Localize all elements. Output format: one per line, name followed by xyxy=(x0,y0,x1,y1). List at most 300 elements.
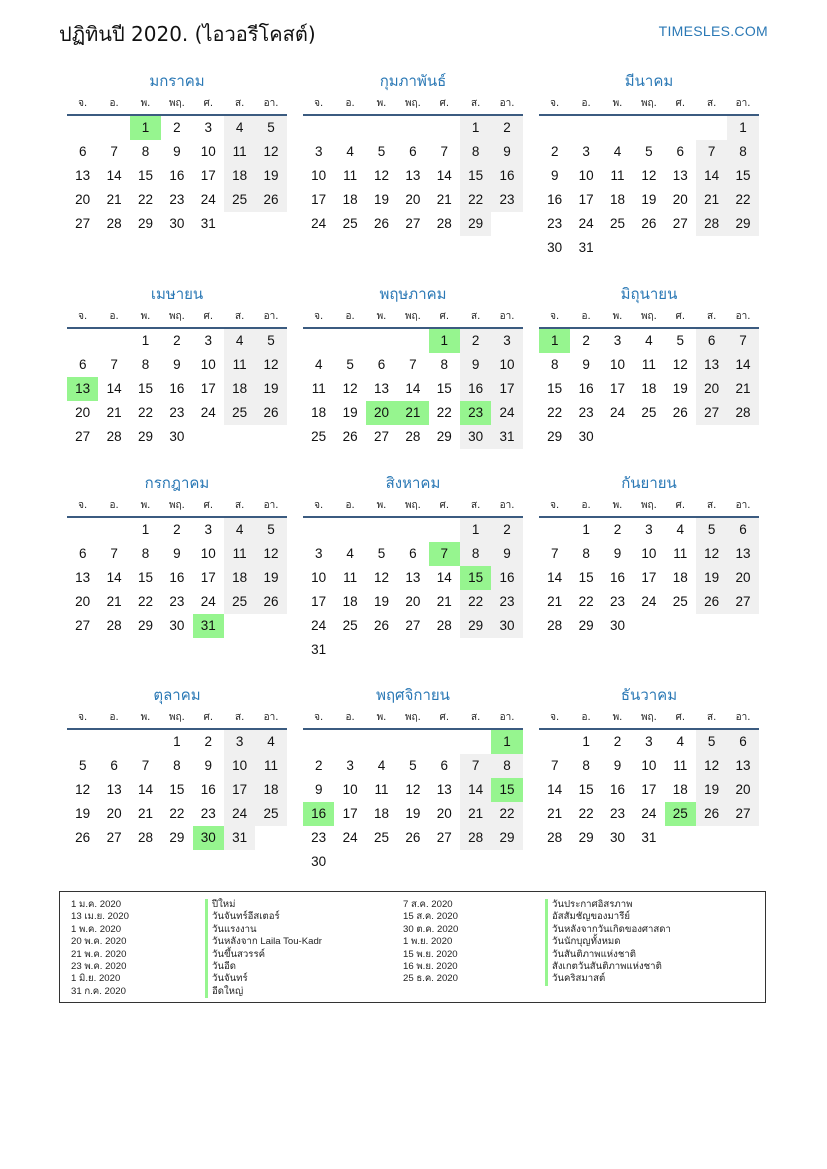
day-cell: 11 xyxy=(610,168,625,183)
legend-holiday-name: วันขึ้นสวรรค์ xyxy=(205,949,322,961)
day-cell: 19 xyxy=(255,377,286,401)
day-cell: 27 xyxy=(672,216,688,231)
day-cell: 12 xyxy=(75,782,91,797)
day-cell: 3 xyxy=(645,734,653,749)
day-cell: 6 xyxy=(78,144,87,159)
day-cell: 30 xyxy=(491,614,522,638)
weekday-header xyxy=(539,96,759,116)
weekday-label: จ. xyxy=(314,311,324,322)
day-cell: 11 xyxy=(224,542,255,566)
day-cell: 5 xyxy=(377,546,386,561)
weekday-label: อ. xyxy=(109,500,119,511)
empty-day-cell xyxy=(303,116,334,140)
day-cell: 6 xyxy=(110,758,118,773)
weekday-header xyxy=(303,498,523,518)
holiday-day-cell: 21 xyxy=(397,401,428,425)
weekday-label: จ. xyxy=(550,500,560,511)
day-cell: 22 xyxy=(460,590,491,614)
day-cell: 17 xyxy=(224,778,255,802)
day-cell: 9 xyxy=(314,782,323,797)
day-cell: 31 xyxy=(641,830,657,845)
day-cell: 12 xyxy=(373,570,389,585)
weekday-header xyxy=(67,710,287,730)
day-cell: 9 xyxy=(460,353,491,377)
day-cell: 21 xyxy=(547,806,563,821)
day-cell: 22 xyxy=(460,188,491,212)
day-cell: 27 xyxy=(373,429,389,444)
day-cell: 2 xyxy=(613,522,622,537)
weekday-label: จ. xyxy=(78,500,88,511)
day-cell: 24 xyxy=(342,830,358,845)
weekday-label: อา. xyxy=(499,311,515,322)
day-cell: 12 xyxy=(696,542,727,566)
day-cell: 29 xyxy=(137,429,153,444)
day-cell: 5 xyxy=(346,357,354,372)
day-cell: 16 xyxy=(169,168,185,183)
legend-date: 1 มิ.ย. 2020 xyxy=(71,973,121,985)
weekday-label: อ. xyxy=(109,98,119,109)
day-cell: 3 xyxy=(314,546,323,561)
day-cell: 28 xyxy=(405,429,421,444)
day-cell: 21 xyxy=(106,594,122,609)
legend-date: 20 พ.ค. 2020 xyxy=(71,936,127,948)
weekday-label: พ. xyxy=(140,500,151,511)
weekday-label: พฤ. xyxy=(168,500,185,511)
day-cell: 9 xyxy=(550,168,559,183)
weekday-label: ส. xyxy=(235,500,245,511)
weekday-header xyxy=(67,498,287,518)
day-cell: 28 xyxy=(460,826,491,850)
day-cell: 2 xyxy=(550,144,559,159)
month-calendar xyxy=(303,70,523,236)
day-cell: 19 xyxy=(255,566,286,590)
day-grid xyxy=(67,116,287,236)
weekday-label: ศ. xyxy=(675,500,686,511)
day-cell: 1 xyxy=(727,116,758,140)
legend-date: 30 ต.ค. 2020 xyxy=(403,923,459,935)
day-cell: 16 xyxy=(169,381,185,396)
day-cell: 25 xyxy=(311,429,327,444)
legend-date: 13 เม.ย. 2020 xyxy=(71,911,129,923)
weekday-header xyxy=(67,96,287,116)
legend-holiday-name: วันหลังจากวันเกิดของศาสดา xyxy=(545,924,671,936)
day-cell: 7 xyxy=(110,357,118,372)
brand-logo-text[interactable]: TIMESLES.COM xyxy=(658,23,768,39)
month-name: กันยายน xyxy=(621,474,677,492)
day-cell: 13 xyxy=(373,381,389,396)
day-cell: 30 xyxy=(609,618,625,633)
day-cell: 24 xyxy=(200,405,216,420)
empty-day-cell xyxy=(67,329,98,353)
day-cell: 27 xyxy=(696,401,727,425)
weekday-label: อ. xyxy=(109,311,119,322)
weekday-label: ศ. xyxy=(203,311,214,322)
day-grid xyxy=(67,730,287,850)
day-cell: 24 xyxy=(200,594,216,609)
empty-day-cell xyxy=(366,116,397,140)
day-cell: 30 xyxy=(169,429,185,444)
day-cell: 29 xyxy=(137,216,153,231)
day-cell: 8 xyxy=(440,357,449,372)
empty-day-cell xyxy=(397,730,428,754)
legend-date: 25 ธ.ค. 2020 xyxy=(403,973,458,985)
weekday-label: พ. xyxy=(612,311,623,322)
legend-holiday-name: วันอีด xyxy=(205,961,322,973)
legend-left-dates xyxy=(71,899,129,998)
weekday-label: ส. xyxy=(235,712,245,723)
day-cell: 5 xyxy=(78,758,87,773)
weekday-label: อา. xyxy=(735,311,751,322)
day-cell: 27 xyxy=(75,618,91,633)
month-name: มกราคม xyxy=(149,72,205,90)
month-calendar xyxy=(539,684,759,850)
weekday-label: พฤ. xyxy=(404,712,421,723)
day-cell: 13 xyxy=(106,782,122,797)
empty-day-cell xyxy=(334,730,365,754)
day-cell: 13 xyxy=(405,168,421,183)
day-cell: 25 xyxy=(224,401,255,425)
day-cell: 21 xyxy=(436,192,452,207)
day-cell: 6 xyxy=(78,546,87,561)
day-cell: 24 xyxy=(224,802,255,826)
day-cell: 12 xyxy=(696,754,727,778)
day-cell: 11 xyxy=(224,353,255,377)
day-cell: 28 xyxy=(436,216,452,231)
day-cell: 15 xyxy=(436,381,452,396)
day-cell: 6 xyxy=(727,518,758,542)
empty-day-cell xyxy=(539,730,570,754)
day-cell: 18 xyxy=(672,782,688,797)
weekday-label: ส. xyxy=(235,311,245,322)
day-cell: 5 xyxy=(645,144,653,159)
day-cell: 25 xyxy=(672,594,688,609)
day-cell: 18 xyxy=(311,405,327,420)
day-cell: 20 xyxy=(405,594,421,609)
day-cell: 26 xyxy=(75,830,91,845)
day-cell: 19 xyxy=(696,566,727,590)
day-cell: 31 xyxy=(491,425,522,449)
day-cell: 30 xyxy=(169,618,185,633)
legend-holiday-name: สังเกตวันสันติภาพแห่งชาติ xyxy=(545,961,671,973)
legend-date: 31 ก.ค. 2020 xyxy=(71,985,126,997)
empty-day-cell xyxy=(397,518,428,542)
day-cell: 26 xyxy=(373,618,389,633)
day-cell: 10 xyxy=(200,357,216,372)
weekday-label: อา. xyxy=(735,98,751,109)
day-cell: 17 xyxy=(491,377,522,401)
day-cell: 2 xyxy=(613,734,622,749)
day-cell: 18 xyxy=(255,778,286,802)
day-cell: 4 xyxy=(224,329,255,353)
legend-date: 15 ส.ค. 2020 xyxy=(403,911,458,923)
day-cell: 3 xyxy=(204,522,213,537)
weekday-label: พฤ. xyxy=(640,311,657,322)
day-grid xyxy=(303,116,523,236)
day-cell: 24 xyxy=(491,401,522,425)
day-cell: 14 xyxy=(436,570,452,585)
weekday-label: ศ. xyxy=(439,500,450,511)
day-cell: 17 xyxy=(200,381,216,396)
empty-day-cell xyxy=(397,116,428,140)
day-cell: 3 xyxy=(613,333,622,348)
day-cell: 3 xyxy=(491,329,522,353)
day-cell: 12 xyxy=(255,353,286,377)
weekday-label: อ. xyxy=(581,712,591,723)
weekday-label: อา. xyxy=(263,98,279,109)
weekday-header xyxy=(539,309,759,329)
day-cell: 7 xyxy=(550,546,559,561)
legend-holiday-name: วันนักบุญทั้งหมด xyxy=(545,936,671,948)
day-cell: 26 xyxy=(696,802,727,826)
day-cell: 8 xyxy=(173,758,181,773)
day-cell: 3 xyxy=(224,730,255,754)
weekday-label: จ. xyxy=(550,712,560,723)
day-cell: 23 xyxy=(169,192,185,207)
day-cell: 15 xyxy=(547,381,563,396)
weekday-header xyxy=(303,96,523,116)
day-cell: 23 xyxy=(609,594,625,609)
day-cell: 25 xyxy=(609,216,625,231)
day-cell: 7 xyxy=(696,140,727,164)
weekday-label: พ. xyxy=(140,311,151,322)
day-cell: 23 xyxy=(491,188,522,212)
day-cell: 20 xyxy=(696,377,727,401)
day-cell: 21 xyxy=(727,377,758,401)
day-cell: 9 xyxy=(613,546,622,561)
day-cell: 15 xyxy=(578,782,594,797)
month-name: กุมภาพันธ์ xyxy=(379,72,447,90)
weekday-label: อ. xyxy=(345,712,355,723)
day-cell: 18 xyxy=(672,570,688,585)
day-grid xyxy=(67,518,287,638)
day-cell: 19 xyxy=(641,192,657,207)
day-cell: 5 xyxy=(676,333,685,348)
day-cell: 5 xyxy=(255,116,286,140)
day-cell: 24 xyxy=(200,192,216,207)
weekday-label: อา. xyxy=(735,500,751,511)
day-cell: 19 xyxy=(373,594,389,609)
day-cell: 19 xyxy=(405,806,421,821)
day-cell: 4 xyxy=(377,758,386,773)
day-cell: 24 xyxy=(641,594,657,609)
day-cell: 4 xyxy=(676,522,685,537)
legend-holiday-name: วันคริสมาสต์ xyxy=(545,973,671,985)
weekday-label: พ. xyxy=(612,98,623,109)
weekday-label: ส. xyxy=(471,500,481,511)
weekday-label: พฤ. xyxy=(640,712,657,723)
day-cell: 14 xyxy=(405,381,421,396)
empty-day-cell xyxy=(397,329,428,353)
day-cell: 9 xyxy=(173,357,181,372)
day-cell: 19 xyxy=(373,192,389,207)
month-name: มีนาคม xyxy=(624,72,674,90)
day-cell: 11 xyxy=(673,758,688,773)
day-cell: 9 xyxy=(613,758,622,773)
day-cell: 4 xyxy=(645,333,653,348)
day-cell: 12 xyxy=(405,782,421,797)
legend-date: 7 ส.ค. 2020 xyxy=(403,899,453,910)
weekday-label: อา. xyxy=(735,712,751,723)
weekday-label: พฤ. xyxy=(404,98,421,109)
day-cell: 11 xyxy=(343,168,358,183)
empty-day-cell xyxy=(429,730,460,754)
day-cell: 12 xyxy=(672,357,688,372)
day-cell: 28 xyxy=(137,830,153,845)
weekday-label: อ. xyxy=(581,500,591,511)
day-cell: 20 xyxy=(75,405,91,420)
day-cell: 21 xyxy=(106,405,122,420)
day-cell: 1 xyxy=(141,522,150,537)
day-cell: 18 xyxy=(373,806,389,821)
day-cell: 29 xyxy=(436,429,452,444)
day-cell: 23 xyxy=(200,806,216,821)
day-cell: 31 xyxy=(200,216,216,231)
day-cell: 17 xyxy=(641,570,657,585)
weekday-label: ส. xyxy=(235,98,245,109)
empty-day-cell xyxy=(539,116,570,140)
day-cell: 22 xyxy=(727,188,758,212)
empty-day-cell xyxy=(665,116,696,140)
day-cell: 15 xyxy=(137,168,153,183)
day-cell: 10 xyxy=(641,546,657,561)
holiday-day-cell: 15 xyxy=(460,566,491,590)
day-cell: 9 xyxy=(582,357,590,372)
day-cell: 29 xyxy=(460,614,491,638)
day-cell: 20 xyxy=(727,566,758,590)
day-grid xyxy=(539,730,759,850)
empty-day-cell xyxy=(429,518,460,542)
day-cell: 5 xyxy=(696,730,727,754)
legend-right-dates xyxy=(403,899,458,986)
empty-day-cell xyxy=(334,329,365,353)
day-cell: 5 xyxy=(409,758,417,773)
day-cell: 14 xyxy=(436,168,452,183)
day-cell: 4 xyxy=(676,734,685,749)
day-cell: 2 xyxy=(491,518,522,542)
empty-day-cell xyxy=(130,730,161,754)
day-cell: 12 xyxy=(255,140,286,164)
month-calendar xyxy=(67,70,287,236)
day-cell: 15 xyxy=(727,164,758,188)
day-cell: 3 xyxy=(346,758,354,773)
legend-date: 21 พ.ค. 2020 xyxy=(71,948,127,960)
day-cell: 24 xyxy=(578,216,594,231)
empty-day-cell xyxy=(67,518,98,542)
weekday-label: ศ. xyxy=(675,712,686,723)
day-cell: 7 xyxy=(440,144,449,159)
month-calendar xyxy=(303,472,523,662)
day-cell: 10 xyxy=(578,168,594,183)
day-cell: 17 xyxy=(609,381,625,396)
day-cell: 25 xyxy=(342,216,358,231)
day-cell: 19 xyxy=(696,778,727,802)
weekday-label: อ. xyxy=(345,311,355,322)
day-cell: 29 xyxy=(578,830,594,845)
weekday-label: พ. xyxy=(612,712,623,723)
day-cell: 1 xyxy=(460,518,491,542)
day-cell: 27 xyxy=(727,590,758,614)
day-cell: 16 xyxy=(200,782,216,797)
day-cell: 3 xyxy=(204,120,213,135)
empty-day-cell xyxy=(98,329,129,353)
day-cell: 17 xyxy=(311,192,327,207)
weekday-header xyxy=(303,710,523,730)
day-cell: 20 xyxy=(405,192,421,207)
empty-day-cell xyxy=(67,730,98,754)
day-cell: 9 xyxy=(173,144,181,159)
month-calendar xyxy=(539,472,759,638)
legend-holiday-name: อีดใหญ่ xyxy=(205,986,322,998)
day-cell: 14 xyxy=(106,168,122,183)
day-cell: 26 xyxy=(672,405,688,420)
day-cell: 7 xyxy=(110,546,118,561)
legend-right-names xyxy=(545,899,671,986)
holiday-day-cell: 16 xyxy=(303,802,334,826)
day-cell: 10 xyxy=(311,168,327,183)
day-cell: 11 xyxy=(641,357,656,372)
empty-day-cell xyxy=(366,518,397,542)
day-cell: 8 xyxy=(141,546,150,561)
day-cell: 16 xyxy=(609,782,625,797)
weekday-label: จ. xyxy=(314,98,324,109)
day-cell: 23 xyxy=(491,590,522,614)
weekday-label: พ. xyxy=(376,98,387,109)
empty-day-cell xyxy=(539,518,570,542)
weekday-label: อา. xyxy=(499,98,515,109)
day-cell: 18 xyxy=(342,192,358,207)
weekday-label: พฤ. xyxy=(640,98,657,109)
day-cell: 7 xyxy=(727,329,758,353)
holiday-day-cell: 1 xyxy=(491,730,522,754)
empty-day-cell xyxy=(303,518,334,542)
day-cell: 1 xyxy=(582,734,590,749)
day-cell: 16 xyxy=(609,570,625,585)
day-cell: 1 xyxy=(141,333,150,348)
day-cell: 23 xyxy=(169,594,185,609)
day-cell: 10 xyxy=(200,546,216,561)
weekday-label: ศ. xyxy=(203,712,214,723)
weekday-label: พฤ. xyxy=(168,712,185,723)
day-cell: 6 xyxy=(377,357,386,372)
day-cell: 13 xyxy=(75,168,91,183)
day-cell: 27 xyxy=(727,802,758,826)
day-cell: 26 xyxy=(255,590,286,614)
weekday-label: อ. xyxy=(581,311,591,322)
weekday-header xyxy=(303,309,523,329)
legend-date: 16 พ.ย. 2020 xyxy=(403,961,458,973)
legend-left-names xyxy=(205,899,322,998)
day-cell: 30 xyxy=(578,429,594,444)
day-cell: 20 xyxy=(106,806,122,821)
weekday-label: ส. xyxy=(707,311,717,322)
day-cell: 25 xyxy=(373,830,389,845)
day-cell: 27 xyxy=(106,830,122,845)
month-name: ธันวาคม xyxy=(620,686,678,704)
holiday-day-cell: 7 xyxy=(429,542,460,566)
day-cell: 19 xyxy=(255,164,286,188)
day-cell: 16 xyxy=(169,570,185,585)
day-cell: 12 xyxy=(641,168,657,183)
day-cell: 15 xyxy=(137,381,153,396)
day-cell: 8 xyxy=(582,758,590,773)
day-cell: 2 xyxy=(204,734,213,749)
weekday-label: พฤ. xyxy=(404,311,421,322)
day-cell: 2 xyxy=(460,329,491,353)
holiday-day-cell: 13 xyxy=(67,377,98,401)
weekday-label: อา. xyxy=(263,500,279,511)
month-calendar xyxy=(539,283,759,449)
weekday-label: อา. xyxy=(499,500,515,511)
